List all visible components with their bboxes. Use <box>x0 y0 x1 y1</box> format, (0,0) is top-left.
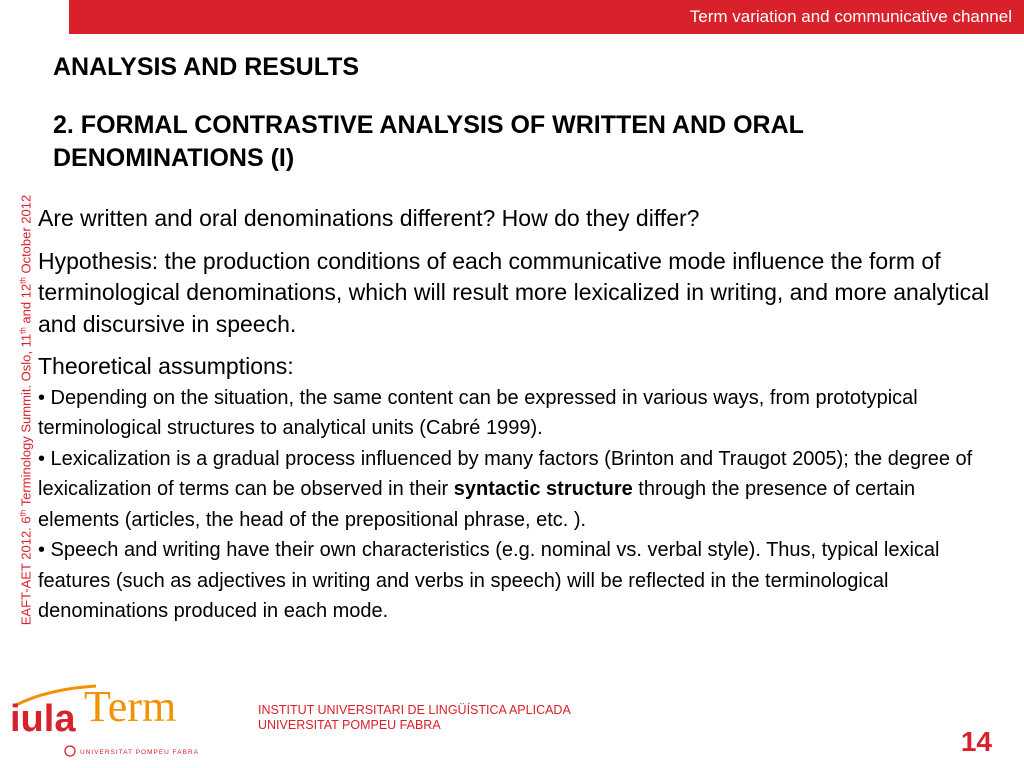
university-name: UNIVERSITAT POMPEU FABRA <box>258 718 441 732</box>
page-number: 14 <box>960 726 992 757</box>
conference-label: EAFT-AET 2012. 6th Terminology Summit. Oslo, 11th and 12th October 2012 <box>18 194 34 626</box>
section-title: ANALYSIS AND RESULTS <box>53 53 360 81</box>
assumption-bullet-1: • Depending on the situation, the same content can be expressed in various ways, from prototypical terminological structures to analytical units (Cabré 1999). <box>38 386 918 439</box>
presentation-title: Term variation and communicative channel <box>689 7 1012 26</box>
logo-iula-text: iula <box>10 698 76 740</box>
logo-term-text: Term <box>84 682 177 731</box>
assumptions-heading: Theoretical assumptions: <box>38 353 294 379</box>
header-bar <box>69 0 1024 34</box>
assumption-bullet-3: • Speech and writing have their own characteristics (e.g. nominal vs. verbal style). Thus, typical lexical features (such as adjectives in writing and verbs in speech) will be reflected in the terminological denominations produced in each mode. <box>38 539 940 622</box>
hypothesis-text: Hypothesis: the production conditions of each communicative mode influence the form of terminological denominations, which will result more lexicalized in writing, and more analytical and discursive in speech. <box>38 247 990 337</box>
emphasis-syntactic-structure: syntactic structure <box>453 478 633 500</box>
research-question: Are written and oral denominations different? How do they differ? <box>38 205 700 231</box>
assumption-bullet-2: • Lexicalization is a gradual process influenced by many factors (Brinton and Traugot 2005); the degree of lexicalization of terms can be observed in their syntactic structure through the presence of certain elements (articles, the head of the prepositional phrase, etc. ). <box>38 447 973 531</box>
upf-emblem-icon <box>65 746 75 756</box>
section-subtitle: 2. FORMAL CONTRASTIVE ANALYSIS OF WRITTEN AND ORAL DENOMINATIONS (I) <box>53 111 804 172</box>
iulaterm-logo <box>8 681 223 761</box>
logo-tagline: UNIVERSITAT POMPEU FABRA <box>80 749 199 756</box>
institute-name: INSTITUT UNIVERSITARI DE LINGÜÍSTICA APLICADA <box>258 703 571 717</box>
institute-info <box>258 703 571 733</box>
slide-body <box>38 203 998 627</box>
